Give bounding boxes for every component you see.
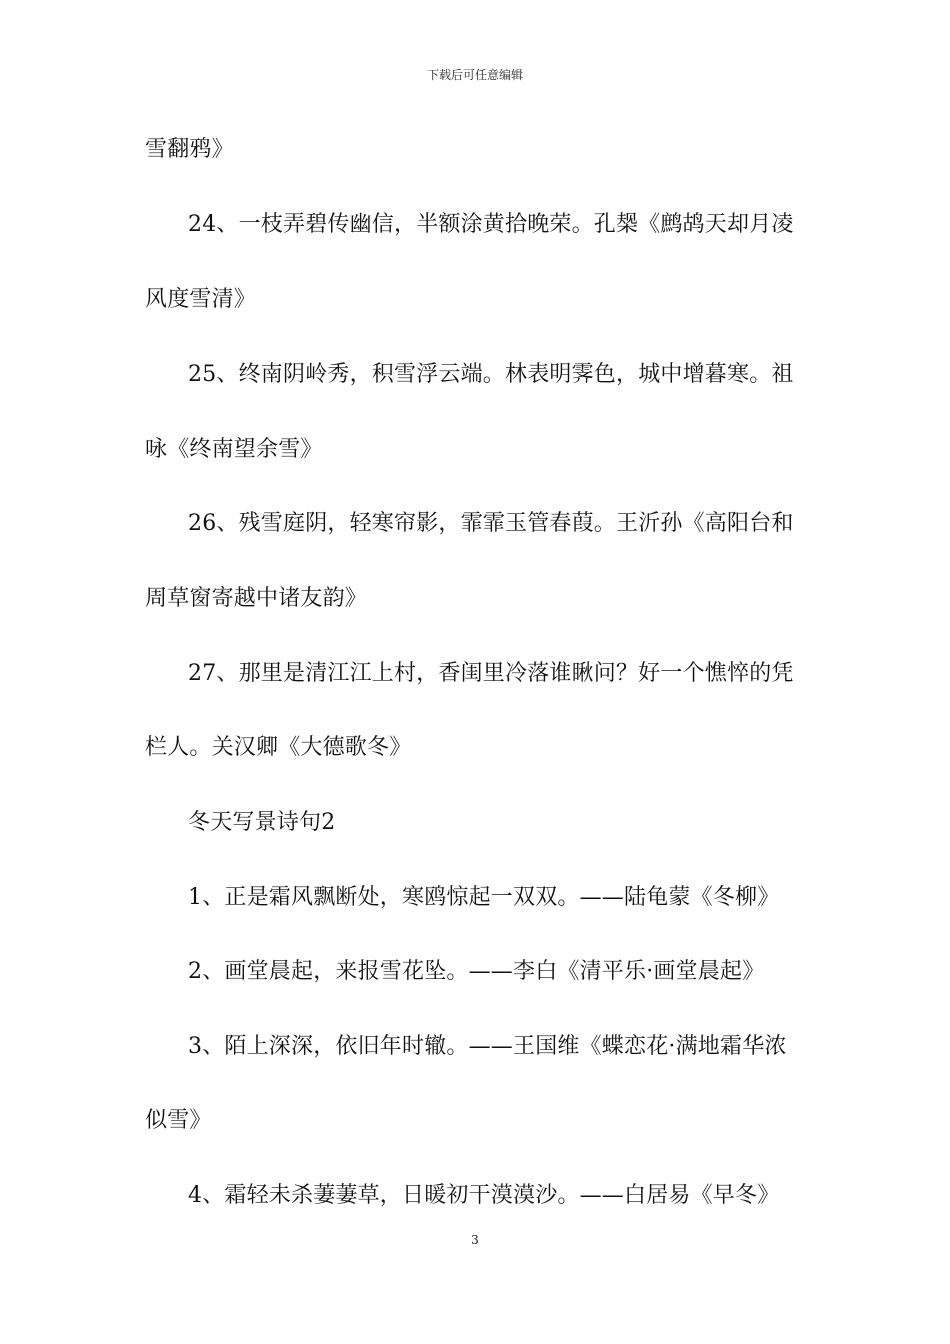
text-line: 雪翻鸦》 — [145, 137, 234, 162]
text-line: 25、终南阴岭秀，积雪浮云端。林表明霁色，城中增暮寒。祖 — [188, 362, 794, 387]
text-line: 咏《终南望余雪》 — [145, 437, 323, 462]
text-line: 3、陌上深深，依旧年时辙。——王国维《蝶恋花·满地霜华浓 — [188, 1034, 787, 1059]
text-line: 栏人。关汉卿《大德歌冬》 — [145, 735, 412, 760]
text-line: 4、霜轻未杀萋萋草，日暖初干漠漠沙。——白居易《早冬》 — [188, 1183, 780, 1208]
page-number: 3 — [471, 1233, 479, 1247]
text-line: 2、画堂晨起，来报雪花坠。——李白《清平乐·画堂晨起》 — [188, 959, 765, 984]
text-line: 似雪》 — [145, 1108, 212, 1133]
text-line: 风度雪清》 — [145, 287, 257, 312]
text-line: 1、正是霜风飘断处，寒鸥惊起一双双。——陆龟蒙《冬柳》 — [188, 885, 780, 910]
text-line: 27、那里是清江江上村，香闺里冷落谁瞅问？好一个憔悴的凭 — [188, 661, 794, 686]
text-line: 周草窗寄越中诸友韵》 — [145, 586, 368, 611]
page-header: 下载后可任意编辑 — [426, 68, 523, 82]
section-heading: 冬天写景诗句2 — [188, 810, 336, 835]
text-line: 24、一枝弄碧传幽信，半额涂黄拾晚荣。孔椝《鹧鸪天却月凌 — [188, 212, 794, 237]
text-line: 26、残雪庭阴，轻寒帘影，霏霏玉管春葭。王沂孙《高阳台和 — [188, 511, 794, 536]
